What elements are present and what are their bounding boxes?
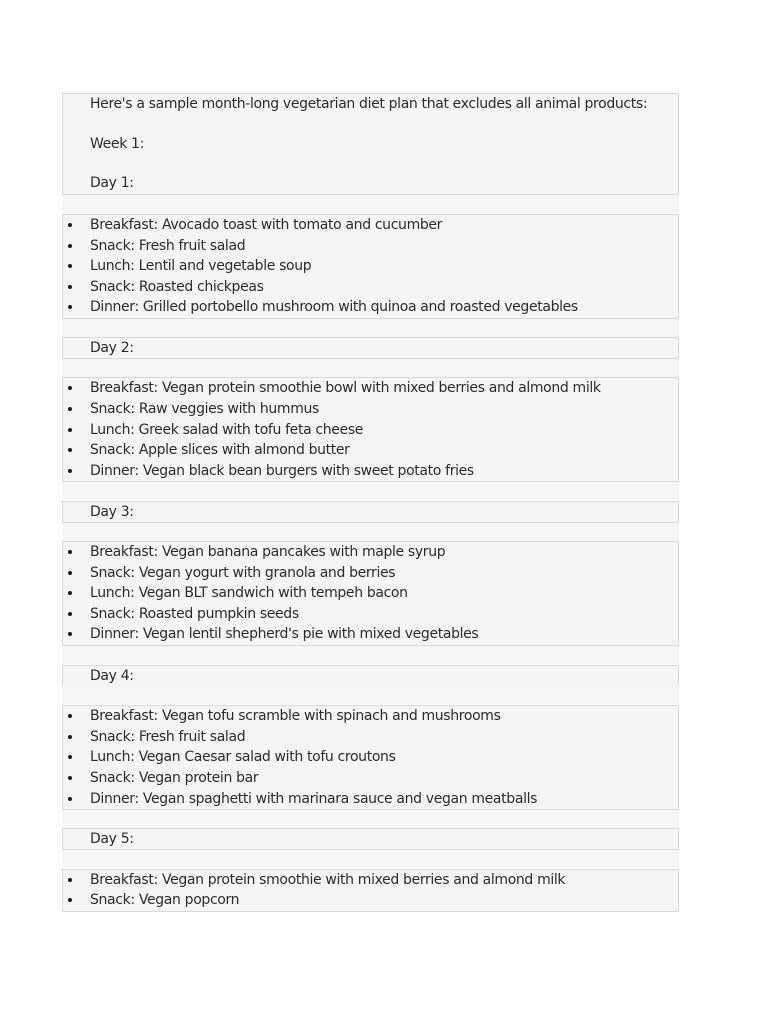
bullet-icon xyxy=(68,755,72,759)
bullet-icon xyxy=(68,591,72,595)
spacer xyxy=(62,686,679,704)
meal-text: Dinner: Vegan spaghetti with marinara sauce and vegan meatballs xyxy=(90,791,538,807)
day-heading: Day 1: xyxy=(90,175,134,191)
spacer xyxy=(62,646,679,664)
list-item xyxy=(62,706,677,726)
bullet-icon xyxy=(68,612,72,616)
meal-text: Breakfast: Vegan tofu scramble with spinach and mushrooms xyxy=(90,708,501,724)
meal-text: Breakfast: Avocado toast with tomato and cucumber xyxy=(90,217,443,233)
bullet-icon xyxy=(68,632,72,636)
bullet-icon xyxy=(68,898,72,902)
bullet-icon xyxy=(68,469,72,473)
meal-text: Dinner: Vegan lentil shepherd's pie with mixed vegetables xyxy=(90,626,479,642)
bullet-icon xyxy=(68,776,72,780)
list-item xyxy=(62,378,677,398)
meal-text: Lunch: Greek salad with tofu feta cheese xyxy=(90,422,364,438)
bullet-icon xyxy=(68,428,72,432)
day-block xyxy=(62,501,679,523)
spacer xyxy=(62,850,679,868)
list-item xyxy=(62,789,677,809)
spacer xyxy=(62,319,679,337)
list-item xyxy=(62,420,677,440)
list-item xyxy=(62,890,677,910)
meal-text: Snack: Fresh fruit salad xyxy=(90,729,246,745)
list-item xyxy=(62,870,677,890)
list-item xyxy=(62,727,677,747)
meal-text: Breakfast: Vegan protein smoothie with mixed berries and almond milk xyxy=(90,872,566,888)
day-heading: Day 4: xyxy=(90,668,134,684)
day-heading: Day 3: xyxy=(90,504,134,520)
bullet-icon xyxy=(68,714,72,718)
bullet-icon xyxy=(68,244,72,248)
list-item xyxy=(62,461,677,481)
day-heading: Day 2: xyxy=(90,340,134,356)
list-item xyxy=(62,624,677,644)
list-item xyxy=(62,297,677,317)
list-item xyxy=(62,604,677,624)
bullet-icon xyxy=(68,797,72,801)
meal-text: Dinner: Grilled portobello mushroom with quinoa and roasted vegetables xyxy=(90,299,578,315)
meal-text: Lunch: Vegan Caesar salad with tofu croutons xyxy=(90,749,396,765)
meal-text: Lunch: Lentil and vegetable soup xyxy=(90,258,312,274)
list-item xyxy=(62,747,677,767)
bullet-icon xyxy=(68,285,72,289)
list-item xyxy=(62,542,677,562)
week-heading: Week 1: xyxy=(90,136,144,152)
meal-text: Breakfast: Vegan protein smoothie bowl with mixed berries and almond milk xyxy=(90,380,601,396)
bullet-icon xyxy=(68,550,72,554)
day-block xyxy=(62,337,679,359)
meal-text: Snack: Raw veggies with hummus xyxy=(90,401,319,417)
meal-text: Dinner: Vegan black bean burgers with sweet potato fries xyxy=(90,463,474,479)
bullet-icon xyxy=(68,223,72,227)
list-item xyxy=(62,399,677,419)
day-block xyxy=(62,828,679,850)
bullet-icon xyxy=(68,571,72,575)
meal-text: Snack: Vegan popcorn xyxy=(90,892,240,908)
spacer xyxy=(62,482,679,500)
meal-text: Snack: Roasted chickpeas xyxy=(90,279,264,295)
list-item xyxy=(62,236,677,256)
spacer xyxy=(62,810,679,828)
meal-text: Breakfast: Vegan banana pancakes with maple syrup xyxy=(90,544,446,560)
list-item xyxy=(62,563,677,583)
bullet-icon xyxy=(68,305,72,309)
bullet-icon xyxy=(68,264,72,268)
spacer xyxy=(62,359,679,377)
intro-paragraph: Here's a sample month-long vegetarian diet plan that excludes all animal products: xyxy=(90,96,648,112)
day-heading: Day 5: xyxy=(90,831,134,847)
meal-text: Snack: Vegan protein bar xyxy=(90,770,259,786)
spacer xyxy=(62,523,679,541)
meal-text: Snack: Roasted pumpkin seeds xyxy=(90,606,299,622)
bullet-icon xyxy=(68,386,72,390)
list-item xyxy=(62,583,677,603)
list-item xyxy=(62,440,677,460)
list-item xyxy=(62,215,677,235)
list-item xyxy=(62,768,677,788)
spacer xyxy=(62,195,679,213)
meal-text: Snack: Apple slices with almond butter xyxy=(90,442,350,458)
meal-text: Snack: Fresh fruit salad xyxy=(90,238,246,254)
bullet-icon xyxy=(68,407,72,411)
bullet-icon xyxy=(68,735,72,739)
bullet-icon xyxy=(68,878,72,882)
meal-text: Lunch: Vegan BLT sandwich with tempeh bacon xyxy=(90,585,408,601)
list-item xyxy=(62,256,677,276)
day-block xyxy=(62,665,679,687)
bullet-icon xyxy=(68,448,72,452)
list-item xyxy=(62,277,677,297)
meal-text: Snack: Vegan yogurt with granola and berries xyxy=(90,565,396,581)
